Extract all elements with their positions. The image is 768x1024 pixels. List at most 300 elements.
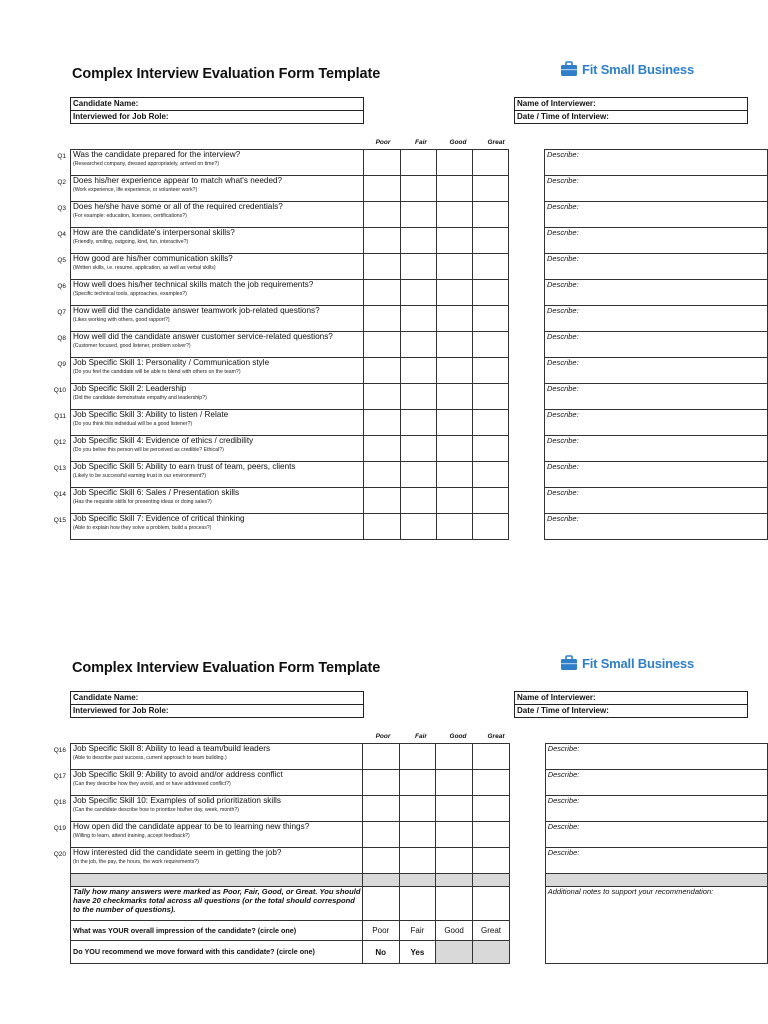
rating-cell-poor[interactable]: [364, 332, 400, 358]
describe-label: Describe:: [547, 254, 579, 263]
question-row: [71, 462, 768, 488]
shaded-cell: [399, 874, 436, 887]
shaded-cell: [436, 874, 473, 887]
spacer: [510, 796, 546, 822]
impression-question: What was YOUR overall impression of the candidate? (circle one): [73, 925, 297, 935]
question-number: Q20: [53, 851, 66, 858]
describe-cell[interactable]: [545, 176, 768, 202]
tally-instruction: [71, 887, 363, 921]
spacer: [508, 332, 544, 358]
rating-cell-fair[interactable]: [400, 332, 436, 358]
question-text: How open did the candidate appear to be to learning new things?: [73, 822, 310, 831]
tally-cell-fair[interactable]: [399, 887, 436, 921]
question-hint: (Do you belive this person will be perceived as credible? Ethical?): [73, 447, 224, 453]
question-row: [71, 202, 768, 228]
question-row: [71, 358, 768, 384]
describe-label: Describe:: [547, 150, 579, 159]
question-cell: [71, 254, 364, 280]
describe-label: Describe:: [547, 228, 579, 237]
rating-cell-good[interactable]: [436, 358, 472, 384]
rating-cell-fair[interactable]: [400, 488, 436, 514]
shaded-cell: [436, 941, 473, 964]
interviewer-name-field[interactable]: Name of Interviewer:: [515, 692, 748, 705]
question-row: [71, 176, 768, 202]
job-role-field[interactable]: Interviewed for Job Role:: [71, 111, 364, 124]
rating-cell-poor[interactable]: [364, 150, 400, 176]
question-hint: (Written skills, i.e. resume, application, as well as verbal skills): [73, 265, 216, 271]
spacer: [508, 254, 544, 280]
rating-header-poor: Poor: [375, 733, 391, 740]
rating-header-great: Great: [487, 733, 505, 740]
question-cell: [71, 332, 364, 358]
rating-cell-great[interactable]: [472, 228, 508, 254]
rating-cell-great[interactable]: [473, 744, 510, 770]
describe-label: Describe:: [547, 306, 579, 315]
question-text: Job Specific Skill 4: Evidence of ethics / credibility: [73, 436, 254, 445]
describe-label: Describe:: [547, 848, 580, 857]
rating-cell-great[interactable]: [472, 306, 508, 332]
recommend-option-no[interactable]: No: [362, 941, 399, 964]
tally-cell-poor[interactable]: [362, 887, 399, 921]
rating-cell-great[interactable]: [472, 358, 508, 384]
question-hint: (For example: education, licenses, certifications?): [73, 213, 187, 219]
rating-cell-fair[interactable]: [400, 514, 436, 540]
impression-option-fair[interactable]: Fair: [399, 921, 436, 941]
question-cell: [71, 822, 363, 848]
question-text: Job Specific Skill 9: Ability to avoid and/or address conflict: [73, 770, 283, 779]
rating-cell-great[interactable]: [472, 514, 508, 540]
shaded-cell: [362, 874, 399, 887]
question-number: Q5: [57, 257, 66, 264]
question-row: [71, 514, 768, 540]
spacer: [508, 384, 544, 410]
question-cell: [71, 436, 364, 462]
additional-notes-field[interactable]: [545, 887, 767, 964]
rating-cell-poor[interactable]: [364, 488, 400, 514]
rating-cell-fair[interactable]: [400, 462, 436, 488]
rating-cell-great[interactable]: [472, 410, 508, 436]
rating-cell-good[interactable]: [436, 410, 472, 436]
describe-label: Describe:: [547, 744, 580, 753]
spacer: [508, 514, 544, 540]
question-number: Q1: [57, 153, 66, 160]
question-number: Q6: [57, 283, 66, 290]
rating-cell-good[interactable]: [436, 306, 472, 332]
shaded-separator-row: [71, 874, 768, 887]
question-row: [71, 280, 768, 306]
spacer: [508, 150, 544, 176]
tally-text: Tally how many answers were marked as Poor, Fair, Good, or Great. You should have 20 checkmarks total across all questions (or the total should correspond to the number of questions).: [73, 887, 361, 914]
question-text: Job Specific Skill 3: Ability to listen / Relate: [73, 410, 229, 419]
rating-cell-good[interactable]: [436, 280, 472, 306]
rating-cell-fair[interactable]: [400, 176, 436, 202]
describe-cell[interactable]: [545, 770, 767, 796]
rating-cell-fair[interactable]: [400, 384, 436, 410]
question-text: How good are his/her communication skills?: [73, 254, 233, 263]
describe-cell[interactable]: [545, 332, 768, 358]
rating-cell-good[interactable]: [436, 176, 472, 202]
question-number: Q13: [53, 465, 66, 472]
rating-header-good: Good: [449, 733, 467, 740]
rating-cell-good[interactable]: [436, 822, 473, 848]
describe-label: Describe:: [547, 796, 580, 805]
question-hint: (Do you think this individual will be a good listener?): [73, 421, 193, 427]
question-hint: (Friendly, smiling, outgoing, kind, fun, interactive?): [73, 239, 189, 245]
rating-cell-fair[interactable]: [400, 436, 436, 462]
describe-label: Describe:: [547, 202, 579, 211]
question-hint: (Likes working with others, good rapport?): [73, 317, 170, 323]
spacer: [508, 280, 544, 306]
brand-name: Fit Small Business: [582, 655, 694, 671]
spacer: [508, 358, 544, 384]
question-hint: (Work experience, life experience, or volunteer work?): [73, 187, 198, 193]
question-text: How interested did the candidate seem in getting the job?: [73, 848, 282, 857]
question-text: How well did the candidate answer customer service-related questions?: [73, 332, 333, 341]
describe-cell[interactable]: [545, 744, 767, 770]
rating-cell-great[interactable]: [472, 332, 508, 358]
rating-cell-good[interactable]: [436, 332, 472, 358]
spacer: [508, 176, 544, 202]
notes-label: Additional notes to support your recommendation:: [547, 887, 714, 896]
rating-header-good: Good: [449, 139, 467, 146]
rating-cell-good[interactable]: [436, 254, 472, 280]
rating-cell-great[interactable]: [472, 436, 508, 462]
question-hint: (Likely to be successful earning trust in our environment?): [73, 473, 206, 479]
question-cell: [71, 228, 364, 254]
spacer: [510, 941, 546, 964]
rating-cell-fair[interactable]: [399, 744, 436, 770]
rating-cell-fair[interactable]: [399, 770, 436, 796]
question-cell: [71, 176, 364, 202]
question-text: Job Specific Skill 2: Leadership: [73, 384, 187, 393]
impression-option-poor[interactable]: Poor: [362, 921, 399, 941]
rating-cell-good[interactable]: [436, 796, 473, 822]
describe-label: Describe:: [547, 332, 579, 341]
recommend-option-yes[interactable]: Yes: [399, 941, 436, 964]
spacer: [510, 848, 546, 874]
question-number: Q9: [57, 361, 66, 368]
question-row: [71, 796, 768, 822]
impression-question-cell: [71, 921, 363, 941]
rating-cell-great[interactable]: [473, 822, 510, 848]
spacer: [508, 228, 544, 254]
rating-cell-poor[interactable]: [364, 280, 400, 306]
rating-cell-great[interactable]: [473, 770, 510, 796]
rating-cell-good[interactable]: [436, 744, 473, 770]
describe-cell[interactable]: [545, 306, 768, 332]
rating-cell-fair[interactable]: [400, 150, 436, 176]
brand-name: Fit Small Business: [582, 61, 694, 77]
rating-cell-fair[interactable]: [400, 306, 436, 332]
question-number: Q16: [53, 747, 66, 754]
describe-cell[interactable]: [545, 254, 768, 280]
rating-cell-great[interactable]: [472, 384, 508, 410]
question-text: Job Specific Skill 6: Sales / Presentation skills: [73, 488, 240, 497]
tally-row: [71, 887, 768, 921]
rating-cell-poor[interactable]: [364, 436, 400, 462]
rating-cell-good[interactable]: [436, 462, 472, 488]
question-cell: [71, 150, 364, 176]
rating-cell-poor[interactable]: [364, 306, 400, 332]
spacer: [510, 874, 546, 887]
describe-label: Describe:: [547, 410, 579, 419]
describe-cell[interactable]: [545, 410, 768, 436]
describe-cell[interactable]: [545, 150, 768, 176]
question-cell: [71, 848, 363, 874]
rating-cell-poor[interactable]: [364, 176, 400, 202]
rating-header-fair: Fair: [415, 733, 427, 740]
question-row: [71, 488, 768, 514]
rating-cell-fair[interactable]: [399, 796, 436, 822]
question-number: Q4: [57, 231, 66, 238]
question-row: [71, 228, 768, 254]
rating-cell-good[interactable]: [436, 848, 473, 874]
briefcase-icon: [560, 61, 578, 77]
question-hint: (Can they describe how they avoid, and or have addressed conflict?): [73, 781, 231, 787]
rating-cell-fair[interactable]: [400, 410, 436, 436]
rating-cell-great[interactable]: [473, 796, 510, 822]
question-row: [71, 254, 768, 280]
spacer: [508, 306, 544, 332]
rating-cell-great[interactable]: [472, 254, 508, 280]
rating-cell-poor[interactable]: [364, 514, 400, 540]
rating-cell-great[interactable]: [472, 280, 508, 306]
rating-cell-poor[interactable]: [364, 202, 400, 228]
tally-cell-good[interactable]: [436, 887, 473, 921]
rating-cell-poor[interactable]: [364, 462, 400, 488]
spacer: [508, 462, 544, 488]
question-number: Q11: [54, 413, 66, 420]
describe-cell[interactable]: [545, 796, 767, 822]
question-text: Job Specific Skill 7: Evidence of critical thinking: [73, 514, 245, 523]
question-hint: (Specific technical tools, approaches, examples?): [73, 291, 187, 297]
question-text: Job Specific Skill 1: Personality / Communication style: [73, 358, 270, 367]
spacer: [508, 202, 544, 228]
question-row: [71, 770, 768, 796]
rating-cell-fair[interactable]: [400, 228, 436, 254]
question-text: How well does his/her technical skills match the job requirements?: [73, 280, 314, 289]
candidate-info-table: [70, 97, 364, 124]
question-number: Q12: [53, 439, 66, 446]
rating-cell-good[interactable]: [436, 150, 472, 176]
tally-cell-great[interactable]: [473, 887, 510, 921]
candidate-name-field[interactable]: Candidate Name:: [71, 98, 364, 111]
questions-table: [70, 149, 768, 540]
questions-table: [70, 743, 768, 964]
question-text: How are the candidate's interpersonal skills?: [73, 228, 235, 237]
question-text: How well did the candidate answer teamwork job-related questions?: [73, 306, 320, 315]
question-hint: (Can the candidate describe how to prioritize his/her day, week, month?): [73, 807, 239, 813]
rating-cell-poor[interactable]: [364, 384, 400, 410]
rating-cell-fair[interactable]: [400, 202, 436, 228]
spacer: [510, 770, 546, 796]
question-row: [71, 306, 768, 332]
question-row: [71, 848, 768, 874]
rating-cell-good[interactable]: [436, 770, 473, 796]
rating-cell-poor[interactable]: [362, 848, 399, 874]
spacer: [508, 436, 544, 462]
question-text: Job Specific Skill 5: Ability to earn trust of team, peers, clients: [73, 462, 296, 471]
interview-datetime-field[interactable]: Date / Time of Interview:: [515, 705, 748, 718]
question-text: Was the candidate prepared for the interview?: [73, 150, 241, 159]
shaded-cell: [545, 874, 767, 887]
question-row: [71, 332, 768, 358]
rating-cell-fair[interactable]: [400, 358, 436, 384]
rating-cell-fair[interactable]: [399, 848, 436, 874]
rating-cell-good[interactable]: [436, 228, 472, 254]
question-number: Q17: [53, 773, 66, 780]
brand-logo: [560, 655, 694, 671]
question-hint: (Able to describe past success, current approach to team building.): [73, 755, 227, 761]
rating-cell-good[interactable]: [436, 488, 472, 514]
spacer: [510, 921, 546, 941]
question-hint: (Researched company, dressed appropriately, arrived on time?): [73, 161, 219, 167]
describe-cell[interactable]: [545, 384, 768, 410]
describe-cell[interactable]: [545, 822, 767, 848]
describe-label: Describe:: [547, 462, 579, 471]
rating-cell-poor[interactable]: [364, 228, 400, 254]
rating-cell-great[interactable]: [472, 176, 508, 202]
question-cell: [71, 384, 364, 410]
question-cell: [71, 796, 363, 822]
rating-cell-poor[interactable]: [364, 358, 400, 384]
candidate-info-table: [70, 691, 364, 718]
candidate-name-field[interactable]: Candidate Name:: [71, 692, 364, 705]
question-number: Q7: [57, 309, 66, 316]
question-hint: (Customer focused, good listener, problem solver?): [73, 343, 191, 349]
brand-logo: [560, 61, 694, 77]
recommend-question: Do YOU recommend we move forward with this candidate? (circle one): [73, 947, 315, 956]
interviewer-name-field[interactable]: Name of Interviewer:: [515, 98, 748, 111]
rating-cell-good[interactable]: [436, 384, 472, 410]
describe-label: Describe:: [547, 280, 579, 289]
rating-cell-great[interactable]: [473, 848, 510, 874]
question-cell: [71, 306, 364, 332]
question-number: Q3: [57, 205, 66, 212]
page-title: Complex Interview Evaluation Form Template: [72, 66, 381, 82]
rating-cell-good[interactable]: [436, 436, 472, 462]
describe-cell[interactable]: [545, 514, 768, 540]
spacer: [510, 887, 546, 921]
question-row: [71, 384, 768, 410]
question-cell: [71, 280, 364, 306]
describe-label: Describe:: [547, 436, 579, 445]
job-role-field[interactable]: Interviewed for Job Role:: [71, 705, 364, 718]
question-cell: [71, 358, 364, 384]
question-number: Q19: [53, 825, 66, 832]
rating-header-fair: Fair: [415, 139, 427, 146]
spacer: [508, 410, 544, 436]
rating-cell-poor[interactable]: [364, 254, 400, 280]
question-number: Q14: [53, 491, 66, 498]
rating-cell-good[interactable]: [436, 514, 472, 540]
describe-label: Describe:: [547, 384, 579, 393]
question-cell: [71, 488, 364, 514]
question-hint: (Has the requisite skills for presenting ideas or doing sales?): [73, 499, 212, 505]
question-number: Q8: [57, 335, 66, 342]
shaded-cell: [473, 941, 510, 964]
question-hint: (Did the candidate demonstrate empathy and leadership?): [73, 395, 207, 401]
describe-cell[interactable]: [545, 228, 768, 254]
question-hint: (Willing to learn, attend training, accept feedback?): [73, 833, 190, 839]
describe-cell[interactable]: [545, 488, 768, 514]
interviewer-info-table: [514, 97, 748, 124]
spacer: [510, 822, 546, 848]
describe-cell[interactable]: [545, 358, 768, 384]
question-hint: (Able to explain how they solve a problem, build a process?): [73, 525, 212, 531]
question-number: Q10: [53, 387, 66, 394]
question-cell: [71, 410, 364, 436]
describe-label: Describe:: [547, 514, 579, 523]
describe-cell[interactable]: [545, 462, 768, 488]
rating-header-poor: Poor: [375, 139, 391, 146]
rating-cell-great[interactable]: [472, 202, 508, 228]
describe-cell[interactable]: [545, 202, 768, 228]
question-cell: [71, 744, 363, 770]
rating-cell-poor[interactable]: [362, 796, 399, 822]
question-row: [71, 744, 768, 770]
rating-cell-great[interactable]: [472, 488, 508, 514]
describe-cell[interactable]: [545, 848, 767, 874]
rating-cell-great[interactable]: [472, 150, 508, 176]
describe-cell[interactable]: [545, 436, 768, 462]
question-row: [71, 150, 768, 176]
impression-option-great[interactable]: Great: [473, 921, 510, 941]
question-number: Q2: [57, 179, 66, 186]
question-number: Q15: [53, 517, 66, 524]
question-cell: [71, 514, 364, 540]
question-text: Job Specific Skill 10: Examples of solid prioritization skills: [73, 796, 281, 805]
spacer: [510, 744, 546, 770]
rating-cell-fair[interactable]: [400, 254, 436, 280]
briefcase-icon: [560, 655, 578, 671]
question-text: Does his/her experience appear to match what's needed?: [73, 176, 283, 185]
rating-header-great: Great: [487, 139, 505, 146]
question-text: Does he/she have some or all of the required credentials?: [73, 202, 283, 211]
rating-cell-poor[interactable]: [362, 822, 399, 848]
shaded-cell: [71, 874, 363, 887]
question-hint: (In the job, the pay, the hours, the work requirements?): [73, 859, 199, 865]
interviewer-info-table: [514, 691, 748, 718]
rating-cell-fair[interactable]: [399, 822, 436, 848]
spacer: [508, 488, 544, 514]
rating-cell-poor[interactable]: [362, 770, 399, 796]
describe-label: Describe:: [547, 176, 579, 185]
rating-cell-great[interactable]: [472, 462, 508, 488]
question-row: [71, 410, 768, 436]
question-row: [71, 436, 768, 462]
page-title: Complex Interview Evaluation Form Template: [72, 660, 381, 676]
impression-option-good[interactable]: Good: [436, 921, 473, 941]
recommend-question-cell: [71, 941, 363, 964]
rating-cell-fair[interactable]: [400, 280, 436, 306]
rating-cell-good[interactable]: [436, 202, 472, 228]
question-row: [71, 822, 768, 848]
rating-cell-poor[interactable]: [364, 410, 400, 436]
question-cell: [71, 202, 364, 228]
interview-datetime-field[interactable]: Date / Time of Interview:: [515, 111, 748, 124]
question-cell: [71, 462, 364, 488]
describe-label: Describe:: [547, 770, 580, 779]
question-text: Job Specific Skill 8: Ability to lead a team/build leaders: [73, 744, 271, 753]
describe-label: Describe:: [547, 358, 579, 367]
rating-cell-poor[interactable]: [362, 744, 399, 770]
describe-cell[interactable]: [545, 280, 768, 306]
question-cell: [71, 770, 363, 796]
shaded-cell: [473, 874, 510, 887]
describe-label: Describe:: [547, 822, 580, 831]
question-number: Q18: [53, 799, 66, 806]
